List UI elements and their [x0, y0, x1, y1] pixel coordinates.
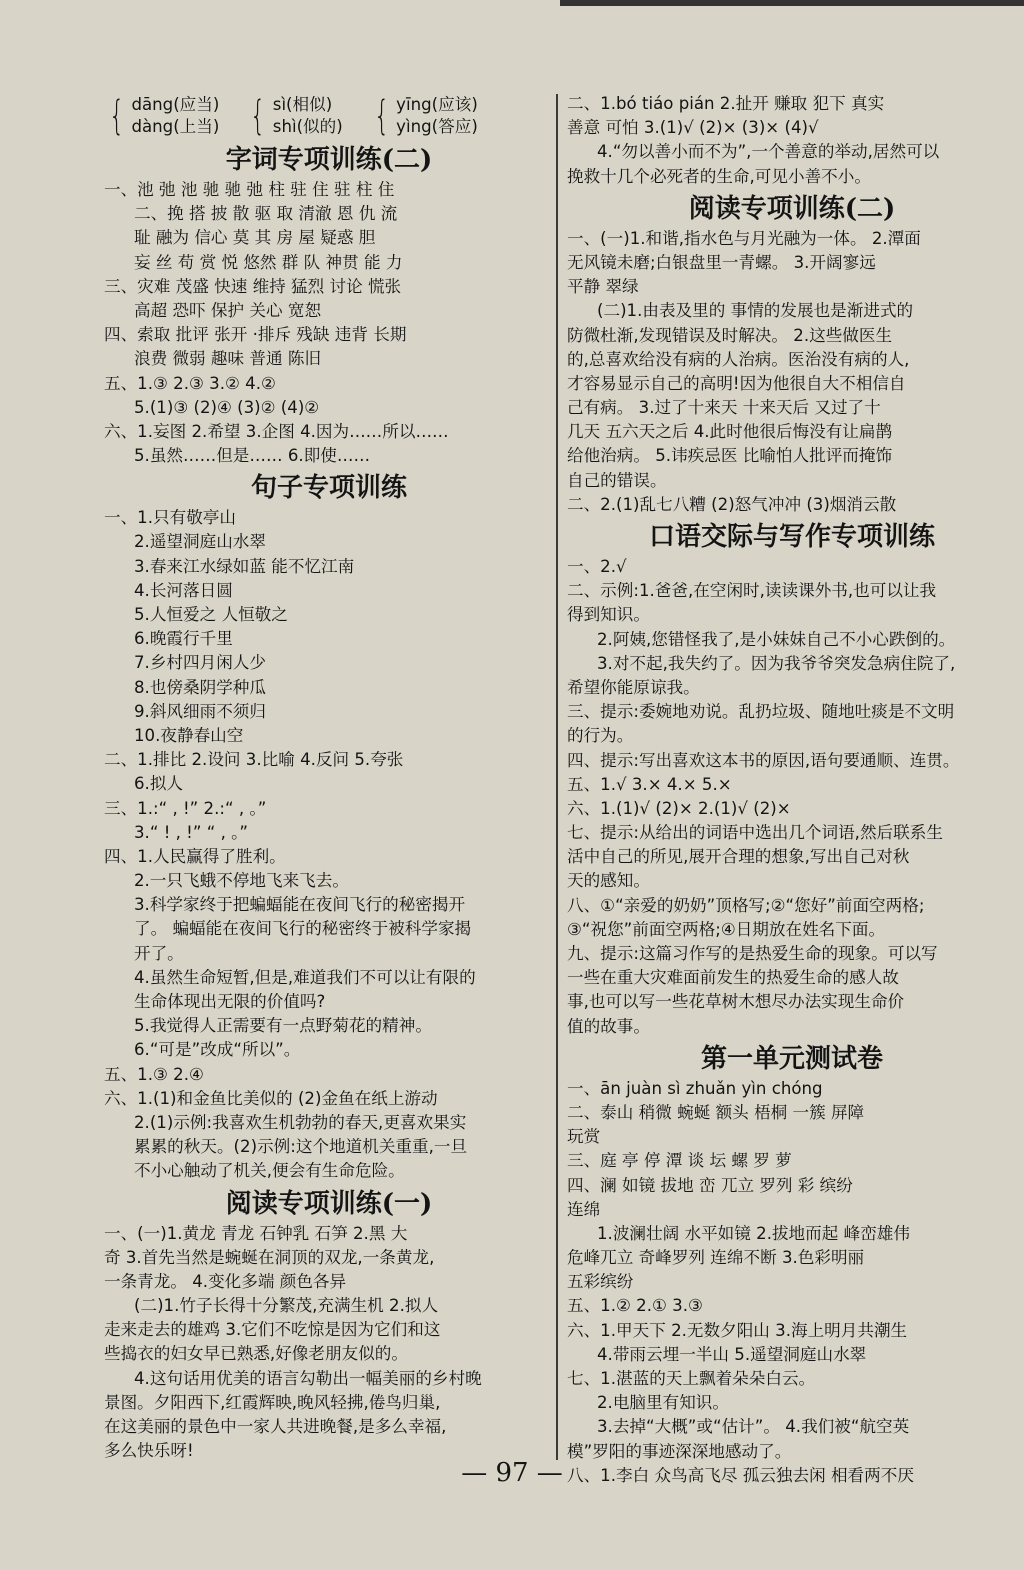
- text-line: 了。 蝙蝠能在夜间飞行的秘密终于被科学家揭: [134, 919, 472, 939]
- text-line: 二、示例:1.爸爸,在空闲时,读读课外书,也可以让我: [567, 581, 937, 601]
- text-line: 的行为。: [567, 726, 634, 746]
- text-line: 2.(1)示例:我喜欢生机勃勃的春天,更喜欢果实: [134, 1112, 467, 1132]
- left-column: [104, 92, 554, 1463]
- text-line: 五、1.③ 2.④: [104, 1064, 204, 1084]
- text-line: 危峰兀立 奇峰罗列 连绵不断 3.色彩明丽: [567, 1248, 865, 1268]
- text-line: 六、1.甲天下 2.无数夕阳山 3.海上明月共潮生: [567, 1320, 908, 1340]
- text-line: 一、1.只有敬亭山: [104, 508, 236, 528]
- text-line: 一、池 弛 池 驰 驰 弛 柱 驻 住 驻 柱 住: [104, 180, 395, 199]
- text-line: 五、1.③ 2.③ 3.② 4.②: [104, 373, 276, 393]
- text-line: 连绵: [567, 1199, 601, 1219]
- section-title: 第一单元测试卷: [700, 1043, 883, 1074]
- text-line: 不小心触动了机关,便会有生命危险。: [134, 1161, 405, 1181]
- text-line: 六、1.(1)和金鱼比美似的 (2)金鱼在纸上游动: [104, 1088, 438, 1108]
- text-line: 妄 丝 苟 赏 悦 悠然 群 队 神贯 能 力: [134, 252, 403, 272]
- text-line: 无风镜未磨;白银盘里一青螺。 3.开阔寥远: [567, 252, 876, 272]
- pinyin-bottom: yìng(答应): [396, 117, 478, 136]
- text-line: 2.阿姨,您错怪我了,是小妹妹自己不小心跌倒的。: [597, 629, 956, 649]
- text-line: 模”罗阳的事迹深深地感动了。: [567, 1441, 792, 1461]
- text-line: 4.虽然生命短暂,但是,难道我们不可以让有限的: [134, 967, 476, 987]
- text-line: 六、1.妄图 2.希望 3.企图 4.因为……所以……: [104, 421, 449, 441]
- text-line: 高超 恐吓 保护 关心 宽恕: [134, 300, 322, 320]
- text-line: 九、提示:这篇习作写的是热爱生命的现象。可以写: [567, 944, 938, 963]
- text-line: 二、2.(1)乱七八糟 (2)怒气冲冲 (3)烟消云散: [567, 494, 897, 514]
- text-line: 耻 融为 信心 莫 其 房 屋 疑惑 胆: [134, 228, 376, 248]
- pinyin-bottom: dàng(上当): [131, 117, 220, 136]
- section-title: 字词专项训练(二): [225, 145, 433, 175]
- pinyin-top: dāng(应当): [131, 95, 220, 114]
- text-line: 三、提示:委婉地劝说。乱扔垃圾、随地吐痰是不文明: [567, 702, 955, 722]
- text-line: 自己的错误。: [567, 470, 667, 490]
- text-line: 一、(一)1.和谐,指水色与月光融为一体。 2.潭面: [567, 228, 921, 248]
- section-body: [567, 92, 1017, 189]
- text-line: 己有病。 3.过了十来天 十来天后 又过了十: [567, 398, 881, 418]
- text-line: 1.波澜壮阔 水平如镜 2.拔地而起 峰峦雄伟: [597, 1223, 910, 1243]
- right-column: [567, 92, 1017, 1488]
- text-line: 生命体现出无限的价值吗?: [134, 992, 326, 1011]
- text-line: 6.“可是”改成“所以”。: [134, 1040, 301, 1060]
- text-line: 4.“勿以善小而不为”,一个善意的举动,居然可以: [597, 142, 940, 162]
- text-line: 景图。夕阳西下,红霞辉映,晚风轻拂,倦鸟归巢,: [104, 1392, 441, 1412]
- pinyin-top: sì(相似): [272, 95, 333, 114]
- section-title: 句子专项训练: [250, 473, 407, 504]
- text-line: 10.夜静春山空: [134, 725, 244, 745]
- section-body: [567, 227, 1017, 517]
- section-title: 口语交际与写作专项训练: [648, 522, 935, 552]
- text-line: 三、庭 亭 停 潭 谈 坛 螺 罗 萝: [567, 1151, 792, 1171]
- text-line: 5.我觉得人正需要有一点野菊花的精神。: [134, 1016, 432, 1036]
- pinyin-group: [369, 94, 478, 138]
- text-line: 4.带雨云埋一半山 5.遥望洞庭山水翠: [597, 1344, 867, 1364]
- text-line: 值的故事。: [567, 1016, 650, 1036]
- text-line: 活中自己的所见,展开合理的想象,写出自己对秋: [567, 847, 910, 867]
- text-line: 玩赏: [567, 1127, 601, 1147]
- page-number: — 97 —: [461, 1458, 563, 1488]
- text-line: 一、2.√: [567, 557, 627, 576]
- text-line: 3.对不起,我失约了。因为我爷爷突发急病住院了,: [597, 653, 956, 673]
- text-line: 多么快乐呀!: [104, 1441, 194, 1461]
- text-line: 七、提示:从给出的词语中选出几个词语,然后联系生: [567, 823, 943, 843]
- text-line: 二、1.排比 2.设问 3.比喻 4.反问 5.夸张: [104, 750, 404, 770]
- text-line: 五、1.② 2.① 3.③: [567, 1296, 703, 1316]
- text-line: 5.虽然……但是…… 6.即使……: [134, 446, 371, 466]
- section-body: [104, 1222, 554, 1464]
- text-line: 奇 3.首先当然是蜿蜒在洞顶的双龙,一条黄龙,: [104, 1247, 435, 1267]
- text-line: 二、挽 搭 披 散 驱 取 清澈 恩 仇 流: [134, 204, 398, 224]
- section-body: [104, 506, 554, 1183]
- text-line: 些捣衣的妇女早已熟悉,好像老朋友似的。: [104, 1344, 408, 1364]
- text-line: ③“祝您”前面空两格;④日期放在姓名下面。: [567, 919, 886, 939]
- text-line: 一、(一)1.黄龙 青龙 石钟乳 石笋 2.黑 大: [104, 1223, 408, 1243]
- text-line: 善意 可怕 3.(1)√ (2)× (3)× (4)√: [567, 118, 819, 138]
- text-line: 二、1.bó tiáo pián 2.扯开 赚取 犯下 真实: [567, 94, 885, 113]
- text-line: (二)1.由表及里的 事情的发展也是渐进式的: [597, 301, 914, 321]
- text-line: 9.斜风细雨不须归: [134, 701, 266, 721]
- text-line: (二)1.竹子长得十分繁茂,充满生机 2.拟人: [134, 1296, 439, 1316]
- section-body: [567, 555, 1017, 1039]
- text-line: 6.晚霞行千里: [134, 629, 233, 649]
- text-line: 3.去掉“大概”或“估计”。 4.我们被“航空英: [597, 1417, 910, 1437]
- text-line: 在这美丽的景色中一家人共进晚餐,是多么幸福,: [104, 1417, 447, 1436]
- section-title: 阅读专项训练(二): [688, 193, 896, 224]
- pinyin-group: [245, 94, 342, 138]
- text-line: 一条青龙。 4.变化多端 颜色各异: [104, 1271, 347, 1291]
- text-line: 挽救十几个必死者的生命,可见小善不小。: [567, 166, 871, 186]
- pinyin-block: [104, 92, 554, 140]
- text-line: 六、1.(1)√ (2)× 2.(1)√ (2)×: [567, 798, 791, 818]
- text-line: 几天 五六天之后 4.此时他很后悔没有让扁鹊: [567, 422, 893, 442]
- section-body: [104, 178, 554, 468]
- section-body: [567, 1077, 1017, 1488]
- text-line: 二、泰山 稍微 蜿蜒 额头 梧桐 一簇 屏障: [567, 1102, 865, 1122]
- top-edge-shadow: [560, 0, 1024, 6]
- text-line: 3.“ ! , !” “ , 。”: [134, 822, 249, 842]
- text-line: 四、澜 如镜 拔地 峦 兀立 罗列 彩 缤纷: [567, 1175, 853, 1195]
- brace-icon: {: [373, 93, 390, 139]
- text-line: 四、提示:写出喜欢这本书的原因,语句要通顺、连贯。: [567, 750, 960, 770]
- text-line: 4.长河落日圆: [134, 580, 233, 600]
- text-line: 防微杜渐,发现错误及时解决。 2.这些做医生: [567, 325, 893, 345]
- text-line: 四、索取 批评 张开 ·排斥 残缺 违背 长期: [104, 325, 407, 345]
- text-line: 四、1.人民赢得了胜利。: [104, 846, 286, 866]
- text-line: 得到知识。: [567, 605, 650, 625]
- text-line: 的,总喜欢给没有病的人治病。医治没有病的人,: [567, 349, 910, 369]
- text-line: 希望你能原谅我。: [567, 677, 700, 697]
- text-line: 五彩缤纷: [567, 1272, 634, 1292]
- text-line: 3.春来江水绿如蓝 能不忆江南: [134, 556, 355, 576]
- text-line: 三、灾难 茂盛 快速 维持 猛烈 讨论 慌张: [104, 276, 402, 296]
- text-line: 给他治病。 5.讳疾忌医 比喻怕人批评而掩饰: [567, 446, 893, 466]
- text-line: 五、1.√ 3.× 4.× 5.×: [567, 774, 732, 794]
- text-line: 三、1.:“ , !” 2.:“ , 。”: [104, 798, 267, 818]
- text-line: 6.拟人: [134, 774, 184, 794]
- text-line: 才容易显示自己的高明!因为他很自大不相信自: [567, 373, 906, 393]
- text-line: 八、1.李白 众鸟高飞尽 孤云独去闲 相看两不厌: [567, 1465, 914, 1485]
- text-line: 7.乡村四月闲人少: [134, 653, 266, 673]
- text-line: 累累的秋天。(2)示例:这个地道机关重重,一旦: [134, 1137, 468, 1157]
- text-line: 8.也傍桑阴学种瓜: [134, 677, 266, 697]
- text-line: 4.这句话用优美的语言勾勒出一幅美丽的乡村晚: [134, 1368, 482, 1388]
- text-line: 八、①“亲爱的奶奶”顶格写;②“您好”前面空两格;: [567, 895, 925, 915]
- brace-icon: {: [109, 93, 125, 139]
- text-line: 平静 翠绿: [567, 277, 639, 297]
- text-line: 2.一只飞蛾不停地飞来飞去。: [134, 871, 349, 891]
- brace-icon: {: [250, 93, 266, 139]
- pinyin-group: [104, 94, 219, 138]
- text-line: 2.电脑里有知识。: [597, 1393, 729, 1413]
- text-line: 事,也可以写一些花草树木想尽办法实现生命价: [567, 992, 905, 1012]
- text-line: 一、ān juàn sì zhuǎn yìn chóng: [567, 1078, 823, 1098]
- text-line: 2.遥望洞庭山水翠: [134, 532, 266, 552]
- text-line: 浪费 微弱 趣味 普通 陈旧: [134, 349, 322, 369]
- text-line: 天的感知。: [567, 871, 650, 891]
- text-line: 5.(1)③ (2)④ (3)② (4)②: [134, 397, 320, 417]
- column-divider: [556, 94, 558, 1460]
- section-title: 阅读专项训练(一): [225, 1188, 433, 1219]
- text-line: 5.人恒爱之 人恒敬之: [134, 605, 288, 624]
- text-line: 一些在重大灾难面前发生的热爱生命的感人故: [567, 968, 899, 988]
- pinyin-bottom: shì(似的): [272, 117, 343, 136]
- text-line: 3.科学家终于把蝙蝠能在夜间飞行的秘密揭开: [134, 895, 466, 915]
- pinyin-top: yīng(应该): [396, 95, 478, 114]
- text-line: 开了。: [134, 943, 184, 963]
- text-line: 七、1.湛蓝的天上飘着朵朵白云。: [567, 1369, 816, 1388]
- text-line: 走来走去的雄鸡 3.它们不吃惊是因为它们和这: [104, 1320, 441, 1340]
